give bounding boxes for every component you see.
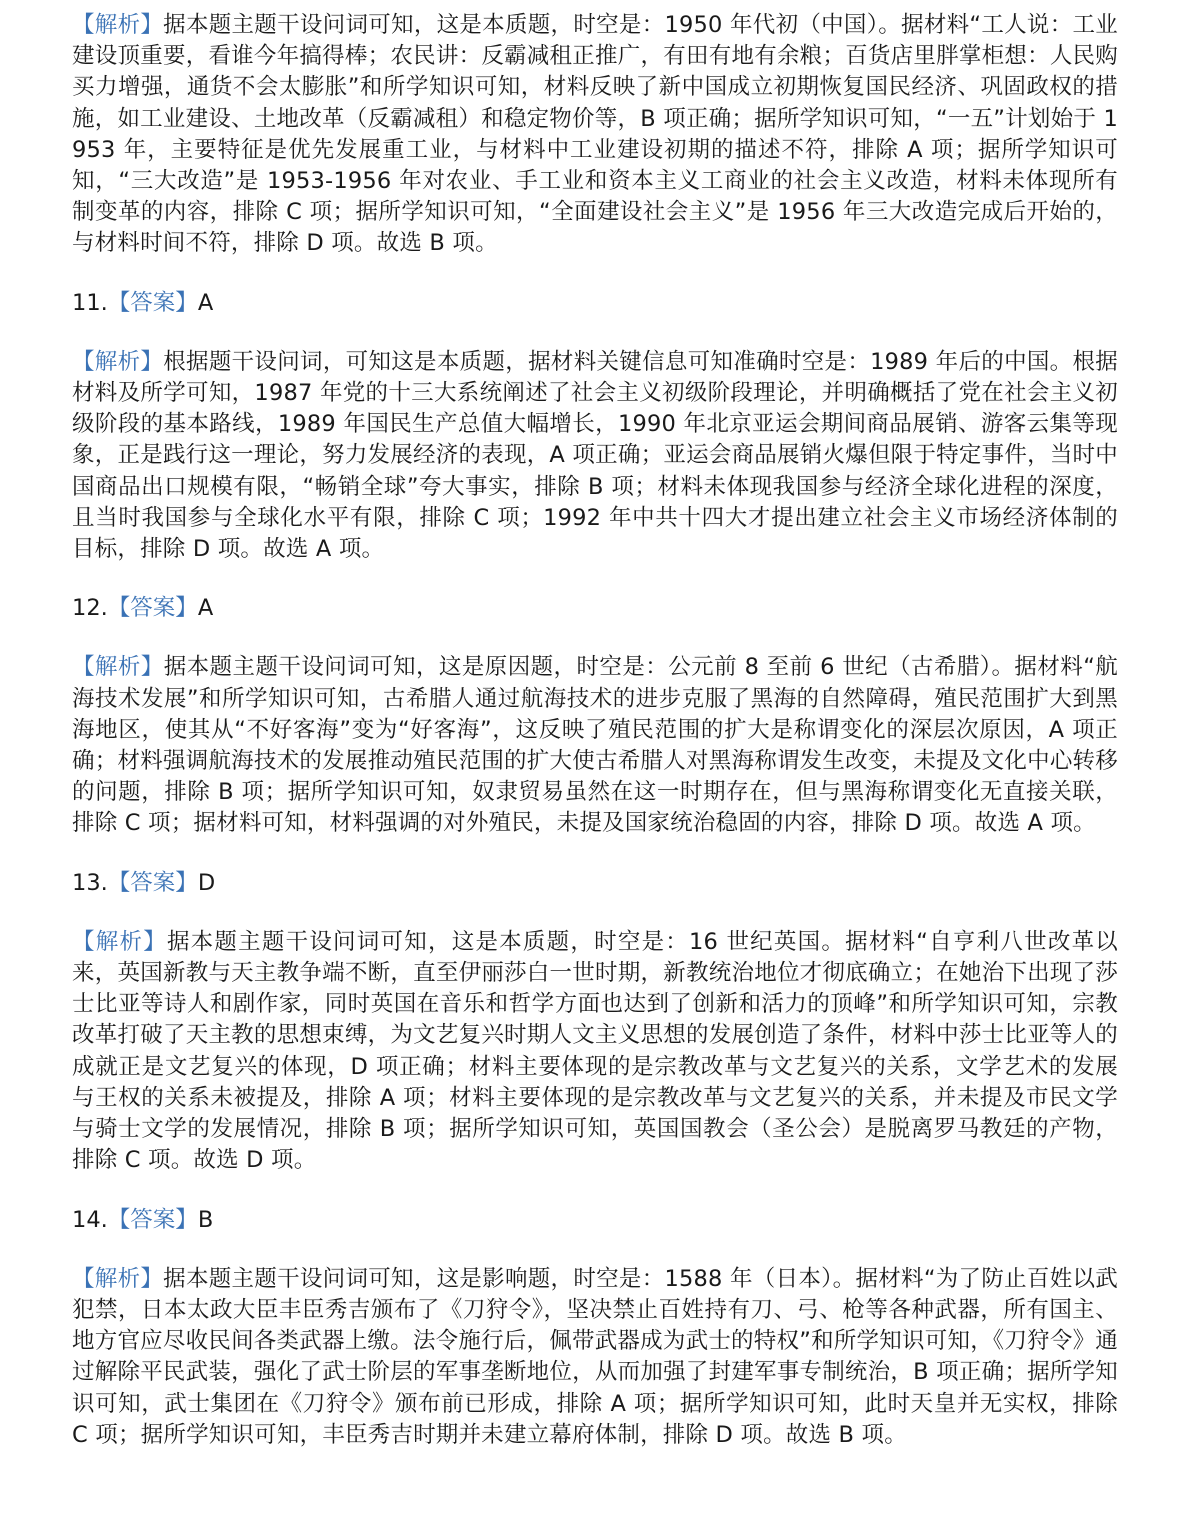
question-number: 11. <box>72 289 108 316</box>
analysis-paragraph-11 <box>72 347 1118 565</box>
analysis-paragraph-14 <box>72 1264 1118 1451</box>
question-number: 12. <box>72 595 108 622</box>
answer-line-11 <box>72 288 1118 319</box>
analysis-tag: 【解析】 <box>72 12 164 38</box>
analysis-text: 据本题主题干设问词可知，这是本质题，时空是：1950 年代初（中国）。据材料“工人说：工业建设顶重要，看谁今年搞得棒；农民讲：反霸减租正推广，有田有地有余粮；百货店里胖掌柜想：人民购买力增强，通货不会太膨胀”和所学知识可知，材料反映了新中国成立初期恢复国民经济、巩固政权的措施，如工业建设、土地改革（反霸减租）和稳定物价等，B 项正确；据所学知识可知，“一五”计划始于 1953 年，主要特征是优先发展重工业，与材料中工业建设初期的描述不符，排除 A 项；据所学知识可知，“三大改造”是 1953-1956 年对农业、手工业和资本主义工商业的社会主义改造，材料未体现所有制变革的内容，排除 C 项；据所学知识可知，“全面建设社会主义”是 1956 年三大改造完成后开始的，与材料时间不符，排除 D 项。故选 B 项。 <box>72 12 1118 257</box>
answer-line-13 <box>72 868 1118 899</box>
answer-line-14 <box>72 1205 1118 1236</box>
question-number: 14. <box>72 1206 108 1233</box>
answer-tag: 【答案】 <box>107 595 198 622</box>
question-number: 13. <box>72 869 108 896</box>
analysis-tag: 【解析】 <box>72 348 164 375</box>
analysis-text: 根据题干设问词，可知这是本质题，据材料关键信息可知准确时空是：1989 年后的中国。根据材料及所学可知，1987 年党的十三大系统阐述了社会主义初级阶段理论，并明确概括了党在社会主义初级阶段的基本路线，1989 年国民生产总值大幅增长，1990 年北京亚运会期间商品展销、游客云集等现象，正是践行这一理论，努力发展经济的表现，A 项正确；亚运会商品展销火爆但限于特定事件，当时中国商品出口规模有限，“畅销全球”夸大事实，排除 B 项；材料未体现我国参与经济全球化进程的深度，且当时我国参与全球化水平有限，排除 C 项；1992 年中共十四大才提出建立社会主义市场经济体制的目标，排除 D 项。故选 A 项。 <box>72 348 1118 563</box>
answer-value: A <box>197 289 214 316</box>
analysis-text: 据本题主题干设问词可知，这是原因题，时空是：公元前 8 至前 6 世纪（古希腊）。据材料“航海技术发展”和所学知识可知，古希腊人通过航海技术的进步克服了黑海的自然障碍，殖民范围扩大到黑海地区，使其从“不好客海”变为“好客海”，这反映了殖民范围的扩大是称谓变化的深层次原因，A 项正确；材料强调航海技术的发展推动殖民范围的扩大使古希腊人对黑海称谓发生改变，未提及文化中心转移的问题，排除 B 项；据所学知识可知，奴隶贸易虽然在这一时期存在，但与黑海称谓变化无直接关联，排除 C 项；据材料可知，材料强调的对外殖民，未提及国家统治稳固的内容，排除 D 项。故选 A 项。 <box>72 654 1118 837</box>
answer-tag: 【答案】 <box>107 1206 198 1233</box>
answer-tag: 【答案】 <box>107 289 198 316</box>
answer-tag: 【答案】 <box>107 869 198 896</box>
analysis-paragraph-10 <box>72 10 1118 260</box>
analysis-text: 据本题主题干设问词可知，这是本质题，时空是：16 世纪英国。据材料“自亨利八世改革以来，英国新教与天主教争端不断，直至伊丽莎白一世时期，新教统治地位才彻底确立；在她治下出现了莎士比亚等诗人和剧作家，同时英国在音乐和哲学方面也达到了创新和活力的顶峰”和所学知识可知，宗教改革打破了天主教的思想束缚，为文艺复兴时期人文主义思想的发展创造了条件，材料中莎士比亚等人的成就正是文艺复兴的体现，D 项正确；材料主要体现的是宗教改革与文艺复兴的关系，文学艺术的发展与王权的关系未被提及，排除 A 项；材料主要体现的是宗教改革与文艺复兴的关系，并未提及市民文学与骑士文学的发展情况，排除 B 项；据所学知识可知，英国国教会（圣公会）是脱离罗马教廷的产物，排除 C 项。故选 D 项。 <box>72 928 1118 1174</box>
analysis-tag: 【解析】 <box>72 654 164 681</box>
answer-value: A <box>197 595 214 622</box>
answer-value: D <box>197 869 216 896</box>
analysis-text: 据本题主题干设问词可知，这是影响题，时空是：1588 年（日本）。据材料“为了防止百姓以武犯禁，日本太政大臣丰臣秀吉颁布了《刀狩令》，坚决禁止百姓持有刀、弓、枪等各种武器，所有国主、地方官应尽收民间各类武器上缴。法令施行后，佩带武器成为武士的特权”和所学知识可知，《刀狩令》通过解除平民武装，强化了武士阶层的军事垄断地位，从而加强了封建军事专制统治，B 项正确；据所学知识可知，武士集团在《刀狩令》颁布前已形成，排除 A 项；据所学知识可知，此时天皇并无实权，排除 C 项；据所学知识可知，丰臣秀吉时期并未建立幕府体制，排除 D 项。故选 B 项。 <box>72 1265 1118 1448</box>
analysis-tag: 【解析】 <box>72 928 167 955</box>
answer-value: B <box>197 1206 214 1233</box>
answer-line-12 <box>72 593 1118 624</box>
analysis-paragraph-13 <box>72 927 1118 1177</box>
analysis-paragraph-12 <box>72 652 1118 839</box>
analysis-tag: 【解析】 <box>72 1265 164 1292</box>
